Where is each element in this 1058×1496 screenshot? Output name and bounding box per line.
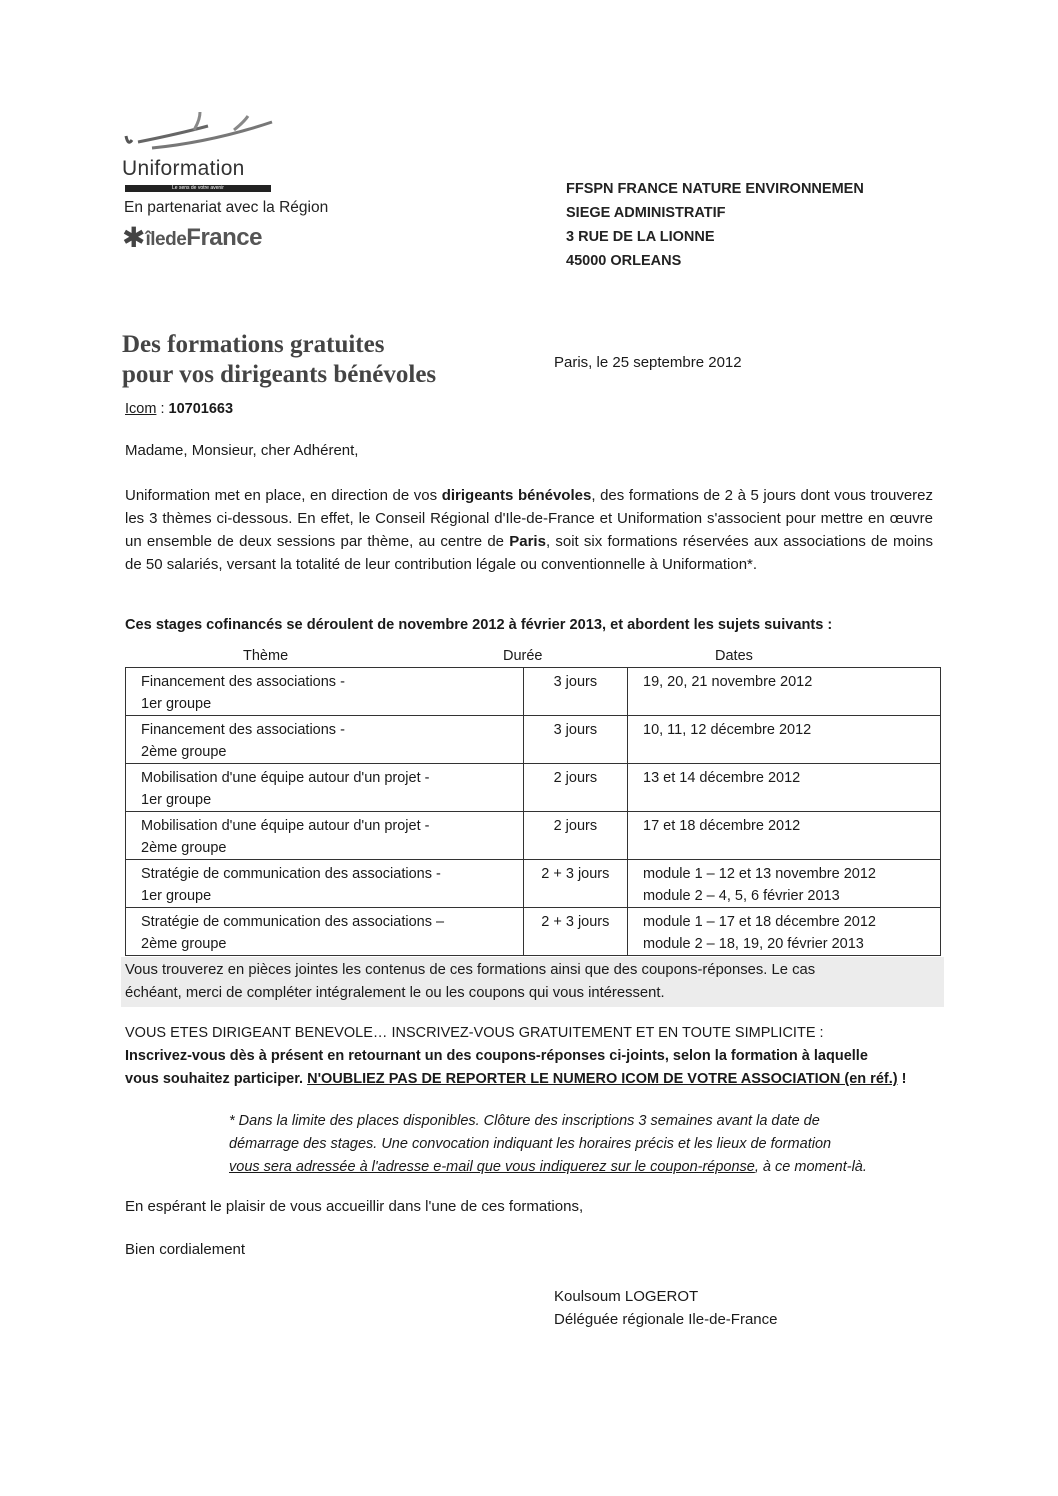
table-header [125,648,941,668]
theme-group: 1er groupe [141,792,212,808]
cell-duree: 2 jours [523,764,627,812]
dates-line: module 2 – 4, 5, 6 février 2013 [643,888,840,904]
cell-theme [126,908,524,956]
table-row [126,860,941,908]
signer-role: Déléguée régionale Ile-de-France [554,1311,778,1328]
note-line [229,1156,867,1179]
address-line: FFSPN FRANCE NATURE ENVIRONNEMEN [566,181,864,197]
dates-line: module 1 – 17 et 18 décembre 2012 [643,914,876,930]
para-text: , soit six formations réservées aux associations de moins de 50 salariés, versant la totalité de leur contribution légale ou conventionnelle à Uniformation*. [125,533,933,573]
stages-intro: Ces stages cofinancés se déroulent de novembre 2012 à février 2013, et abordent les sujets suivants : [125,617,833,633]
cta-reminder: N'OUBLIEZ PAS DE REPORTER LE NUMERO ICOM DE VOTRE ASSOCIATION (en réf.) [307,1071,898,1087]
cell-duree: 2 jours [523,812,627,860]
dates-line: 19, 20, 21 novembre 2012 [643,674,813,690]
theme-line: Mobilisation d'une équipe autour d'un projet - [141,818,430,834]
region-name-b: France [186,223,262,251]
cta-heading: VOUS ETES DIRIGEANT BENEVOLE… INSCRIVEZ-VOUS GRATUITEMENT ET EN TOUTE SIMPLICITE : [125,1025,824,1041]
theme-group: 1er groupe [141,696,212,712]
cell-dates [628,860,941,908]
header-duree: Durée [503,648,543,664]
table-row [126,908,941,956]
intro-paragraph [125,484,933,576]
brand-name: Uniformation [122,157,245,180]
theme-group: 2ème groupe [141,936,227,952]
partner-text: En partenariat avec la Région [124,199,329,216]
letter-date: Paris, le 25 septembre 2012 [554,354,742,371]
footnote [229,1110,867,1179]
dates-line: module 1 – 12 et 13 novembre 2012 [643,866,876,882]
para-text: , des formations de 2 à 5 jours dont vous trouverez les 3 thèmes ci-dessous. En effet, le Conseil Régional d'Ile-de-France et Uniformation s'associent pour mettre en œuvre un ensemble de deux sessions par thème, au centre de [125,487,934,550]
icom-sep: : [156,401,169,417]
closing-text: En espérant le plaisir de vous accueillir dans l'une de ces formations, [125,1198,584,1215]
cell-duree: 2 + 3 jours [523,860,627,908]
regards-text: Bien cordialement [125,1241,246,1258]
note-text: , à ce moment-là. [754,1159,867,1175]
signer-name: Koulsoum LOGEROT [554,1288,699,1305]
star-icon: ✱ [122,222,146,253]
icom-number: 10701663 [168,401,234,417]
cell-duree: 3 jours [523,716,627,764]
para-bold: Paris [509,533,546,550]
cell-theme [126,812,524,860]
region-logo [122,221,262,254]
cell-theme [126,716,524,764]
dates-line: 10, 11, 12 décembre 2012 [643,722,812,738]
cell-duree: 2 + 3 jours [523,908,627,956]
signature-block [554,1285,777,1331]
dates-line: module 2 – 18, 19, 20 février 2013 [643,936,864,952]
table-row [126,764,941,812]
theme-line: Mobilisation d'une équipe autour d'un projet - [141,770,430,786]
title-line: pour vos dirigeants bénévoles [122,361,437,388]
logo-swoosh [138,126,208,142]
note-line: démarrage des stages. Une convocation indiquant les horaires précis et les lieux de formation [229,1136,832,1152]
attach-line: échéant, merci de compléter intégralement le ou les coupons qui vous intéressent. [125,985,665,1001]
cell-dates [628,908,941,956]
logo-leaf [234,116,248,130]
region-name [145,224,262,251]
cell-dates [628,812,941,860]
note-line: * Dans la limite des places disponibles. Clôture des inscriptions 3 semaines avant la date de [229,1113,820,1129]
address-line: SIEGE ADMINISTRATIF [566,205,726,221]
training-table [125,667,941,956]
table-row [126,716,941,764]
address-line: 3 RUE DE LA LIONNE [566,229,715,245]
cta-text: vous souhaitez participer. [125,1071,308,1087]
cell-dates [628,716,941,764]
salutation: Madame, Monsieur, cher Adhérent, [125,442,359,459]
brand-tagline: Le sens de votre avenir [125,185,271,192]
cell-theme [126,668,524,716]
theme-line: Stratégie de communication des associations - [141,866,441,882]
cta-line [125,1068,906,1091]
theme-group: 2ème groupe [141,840,227,856]
theme-group: 2ème groupe [141,744,227,760]
cell-theme [126,860,524,908]
table-row [126,812,941,860]
dates-line: 17 et 18 décembre 2012 [643,818,801,834]
logo-swoosh [126,136,132,142]
note-underlined: vous sera adressée à l'adresse e-mail que vous indiquerez sur le coupon-réponse [229,1159,755,1175]
header-theme: Thème [243,648,289,664]
cell-theme [126,764,524,812]
theme-line: Stratégie de communication des associations – [141,914,445,930]
cell-dates [628,764,941,812]
para-text: Uniformation met en place, en direction de vos [125,487,442,504]
region-name-a: îlede [145,228,187,250]
cell-duree: 3 jours [523,668,627,716]
cta-text: ! [897,1071,907,1087]
dates-line: 13 et 14 décembre 2012 [643,770,801,786]
icom-label: Icom [125,401,157,417]
cell-dates [628,668,941,716]
para-bold: dirigeants bénévoles [441,487,592,504]
attach-line: Vous trouverez en pièces jointes les contenus de ces formations ainsi que des coupons-réponses. Le cas [125,962,816,978]
icom-reference [125,401,233,417]
table-row [126,668,941,716]
page-title [122,330,436,390]
theme-group: 1er groupe [141,888,212,904]
theme-line: Financement des associations - [141,722,345,738]
title-line: Des formations gratuites [122,331,385,358]
registration-cta [125,1022,906,1091]
header-dates: Dates [715,648,753,664]
attachments-note [121,957,944,1007]
address-line: 45000 ORLEANS [566,253,682,269]
theme-line: Financement des associations - [141,674,345,690]
recipient-address [566,177,864,273]
cta-line: Inscrivez-vous dès à présent en retournant un des coupons-réponses ci-joints, selon la formation à laquelle [125,1048,868,1064]
